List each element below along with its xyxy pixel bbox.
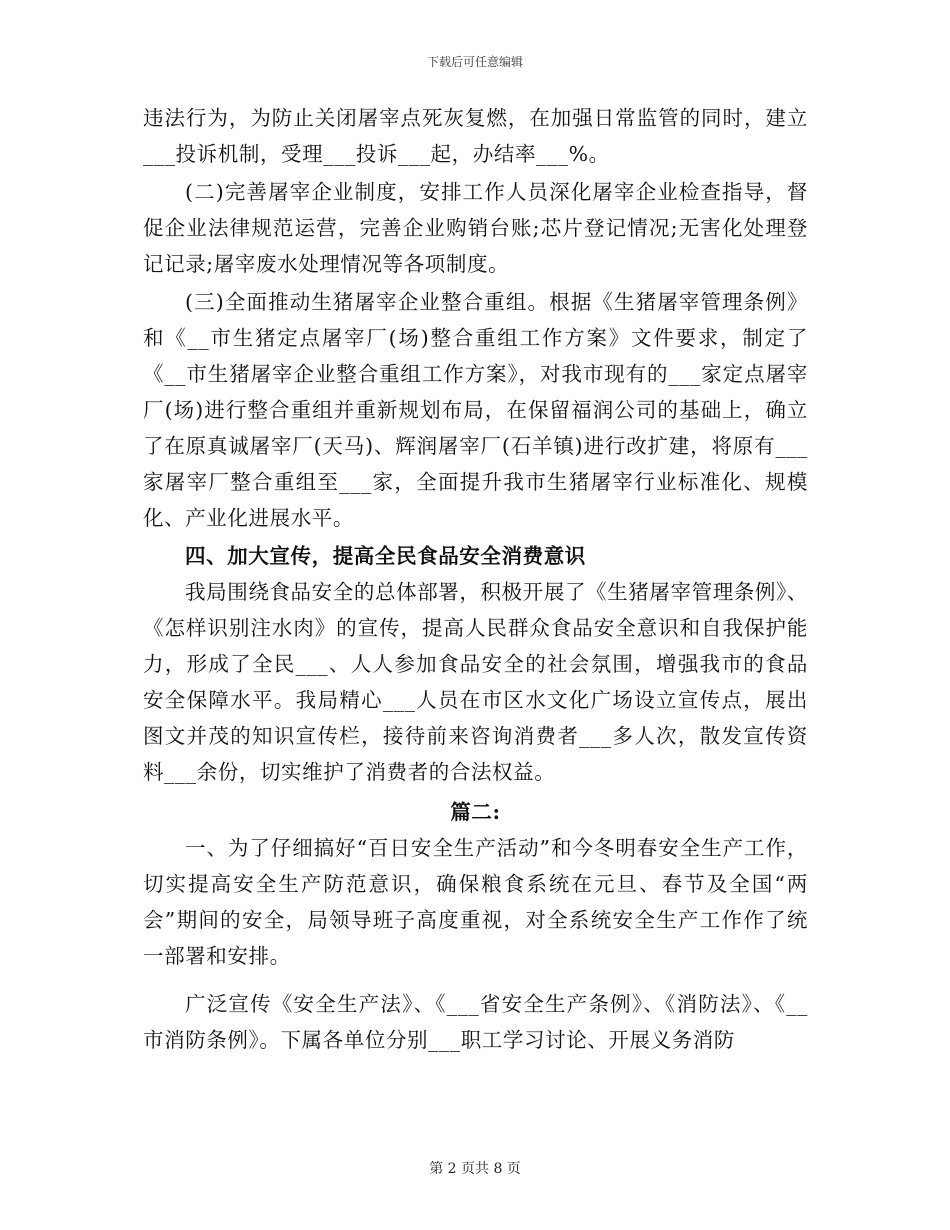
paragraph-4: 我局围绕食品安全的总体部署，积极开展了《生猪屠宰管理条例》、《怎样识别注水肉》的宣传，提高人民群众食品安全意识和自我保护能力，形成了全民___、人人参加食品安全的社会氛围，增强我市的食品安全保障水平。我局精心___人员在市区水文化广场设立宣传点，展出图文并茂的知识宣传栏，接待前来咨询消费者___多人次，散发宣传资料___余份，切实维护了消费者的合法权益。	[143, 580, 808, 784]
paragraph-5: 一、为了仔细搞好“百日安全生产活动”和今冬明春安全生产工作，切实提高安全生产防范意识，确保粮食系统在元旦、春节及全国“两会”期间的安全，局领导班子高度重视，对全系统安全生产工作作了统一部署和安排。	[143, 836, 808, 968]
paragraph-3: (三)全面推动生猪屠宰企业整合重组。根据《生猪屠宰管理条例》和《__市生猪定点屠宰厂(场)整合重组工作方案》文件要求，制定了《__市生猪屠宰企业整合重组工作方案》，对我市现有的___家定点屠宰厂(场)进行整合重组并重新规划布局，在保留福润公司的基础上，确立了在原真诚屠宰厂(天马)、辉润屠宰厂(石羊镇)进行改扩建，将原有___家屠宰厂整合重组至___家，全面提升我市生猪屠宰行业标准化、规模化、产业化进展水平。	[143, 290, 808, 530]
paragraph-gap	[143, 976, 808, 986]
page-header: 下载后可任意编辑	[426, 55, 523, 69]
paragraph-1: 违法行为，为防止关闭屠宰点死灰复燃，在加强日常监管的同时，建立___投诉机制，受理___投诉___起，办结率___%。	[143, 106, 808, 166]
section-title: 篇二:	[450, 800, 501, 824]
document-body	[143, 100, 808, 1060]
paragraph-2: (二)完善屠宰企业制度，安排工作人员深化屠宰企业检查指导，督促企业法律规范运营，完善企业购销台账;芯片登记情况;无害化处理登记记录;屠宰废水处理情况等各项制度。	[143, 180, 808, 276]
section-heading-4: 四、加大宣传，提高全民食品安全消费意识	[185, 544, 586, 568]
page-footer: 第 2 页共 8 页	[429, 1161, 521, 1177]
paragraph-6: 广泛宣传《安全生产法》、《___省安全生产条例》、《消防法》、《__市消防条例》。下属各单位分别___职工学习讨论、开展义务消防	[143, 992, 808, 1052]
